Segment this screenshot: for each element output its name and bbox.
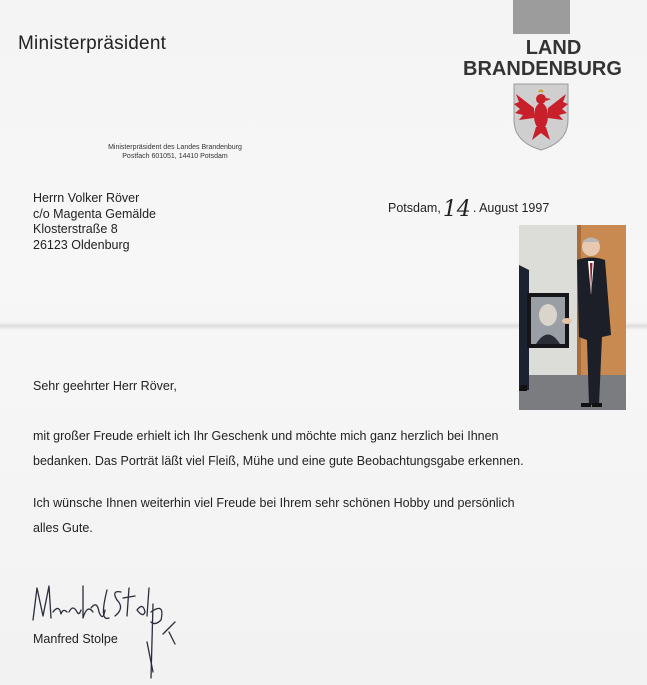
- land-brandenburg-logo: [455, 38, 630, 80]
- date-day-handwritten: 14: [442, 197, 471, 222]
- red-eagle-coat-of-arms-icon: [510, 80, 572, 152]
- recipient-line: Klosterstraße 8: [33, 222, 118, 236]
- paragraph-line: alles Gute.: [33, 521, 93, 535]
- letter-greeting: Sehr geehrter Herr Röver,: [33, 379, 177, 393]
- sender-line: Ministerpräsident des Landes Brandenburg: [108, 144, 242, 151]
- recipient-line: c/o Magenta Gemälde: [33, 206, 156, 221]
- recipient-line: Herrn Volker Röver: [33, 191, 140, 205]
- paragraph-line: mit großer Freude erhielt ich Ihr Geschenk und möchte mich ganz herzlich bei Ihnen: [33, 429, 499, 443]
- letter-paragraph-1: [33, 424, 593, 474]
- sender-address: [75, 143, 275, 161]
- letter-paragraph-2: [33, 491, 593, 541]
- sender-line: Postfach 601051, 14410 Potsdam: [122, 153, 228, 160]
- date-month-year: . August 1997: [472, 201, 550, 215]
- logo-line-brandenburg: BRANDENBURG: [463, 58, 622, 80]
- recipient-address: [33, 191, 156, 253]
- signatory-name: Manfred Stolpe: [33, 632, 118, 646]
- logo-line-land: LAND: [525, 37, 582, 59]
- logo-grey-bar: [513, 0, 570, 34]
- letterhead-title: Ministerpräsident: [18, 33, 167, 54]
- letter-date: [388, 193, 550, 222]
- date-place: Potsdam,: [388, 201, 441, 215]
- paragraph-line: bedanken. Das Porträt läßt viel Fleiß, Mühe und eine gute Beobachtungsgabe erkennen.: [33, 454, 524, 468]
- paragraph-line: Ich wünsche Ihnen weiterhin viel Freude bei Ihrem sehr schönen Hobby und persönlich: [33, 496, 515, 510]
- recipient-line: 26123 Oldenburg: [33, 237, 130, 252]
